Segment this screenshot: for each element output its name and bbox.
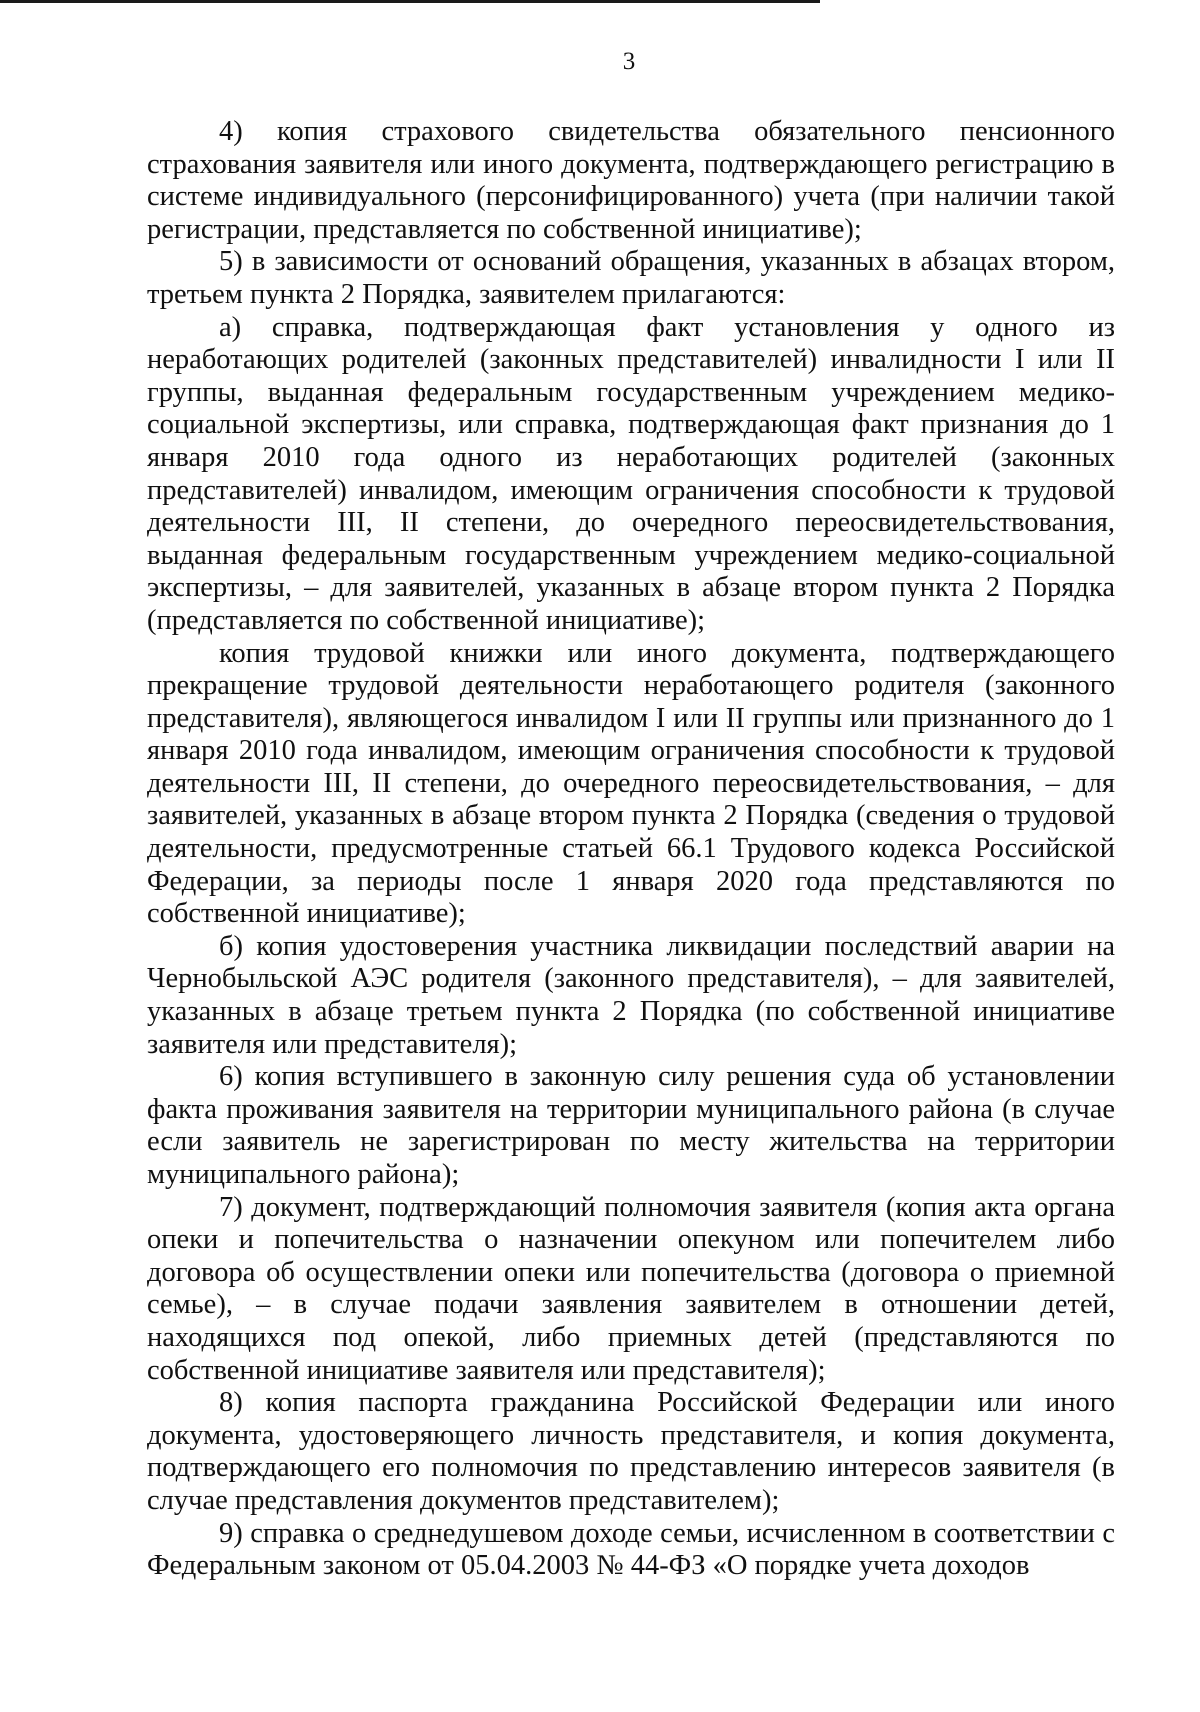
paragraph-item-9: 9) справка о среднедушевом доходе семьи, исчисленном в соответствии с Федеральным законом от 05.04.2003 № 44-ФЗ «О порядке учета доходов [147,1517,1115,1582]
paragraph-subitem-b: б) копия удостоверения участника ликвидации последствий аварии на Чернобыльской АЭС родителя (законного представителя), – для заявителей, указанных в абзаце третьем пункта 2 Порядка (по собственной инициативе заявителя или представителя); [147,930,1115,1060]
document-body [147,116,1115,1583]
paragraph-item-8: 8) копия паспорта гражданина Российской Федерации или иного документа, удостоверяющего личность представителя, и копия документа, подтверждающего его полномочия по представлению интересов заявителя (в случае представления документов представителем); [147,1387,1115,1516]
paragraph-item-4: 4) копия страхового свидетельства обязательного пенсионного страхования заявителя или иного документа, подтверждающего регистрацию в системе индивидуального (персонифицированного) учета (при наличии такой регистрации, представляется по собственной инициативе); [147,116,1115,245]
scan-edge-line [0,0,820,3]
paragraph-item-6: 6) копия вступившего в законную силу решения суда об установлении факта проживания заявителя на территории муниципального района (в случае если заявитель не зарегистрирован по месту жительства на территории муниципального района); [147,1061,1115,1190]
paragraph-item-7: 7) документ, подтверждающий полномочия заявителя (копия акта органа опеки и попечительства о назначении опекуном или попечителем либо договора об осуществлении опеки или попечительства (договора о приемной семье), – в случае подачи заявления заявителем в отношении детей, находящихся под опекой, либо приемных детей (представляются по собственной инициативе заявителя или представителя); [147,1191,1115,1386]
paragraph-item-5: 5) в зависимости от оснований обращения, указанных в абзацах втором, третьем пункта 2 Порядка, заявителем прилагаются: [147,246,1115,310]
paragraph-subitem-a: а) справка, подтверждающая факт установления у одного из неработающих родителей (законных представителей) инвалидности I или II группы, выданная федеральным государственным учреждением медико-социальной экспертизы, или справка, подтверждающая факт признания до 1 января 2010 года одного из неработающих родителей (законных представителей) инвалидом, имеющим ограничения способности к трудовой деятельности III, II степени, до очередного переосвидетельствования, выданная федеральным государственным учреждением медико-социальной экспертизы, – для заявителей, указанных в абзаце втором пункта 2 Порядка (представляется по собственной инициативе); [147,311,1115,636]
paragraph-work-book-copy: копия трудовой книжки или иного документа, подтверждающего прекращение трудовой деятельности неработающего родителя (законного представителя), являющегося инвалидом I или II группы или признанного до 1 января 2010 года инвалидом, имеющим ограничения способности к трудовой деятельности III, II степени, до очередного переосвидетельствования, – для заявителей, указанных в абзаце втором пункта 2 Порядка (сведения о трудовой деятельности, предусмотренные статьей 66.1 Трудового кодекса Российской Федерации, за периоды после 1 января 2020 года представляются по собственной инициативе); [147,637,1115,930]
page-number: 3 [622,48,636,75]
